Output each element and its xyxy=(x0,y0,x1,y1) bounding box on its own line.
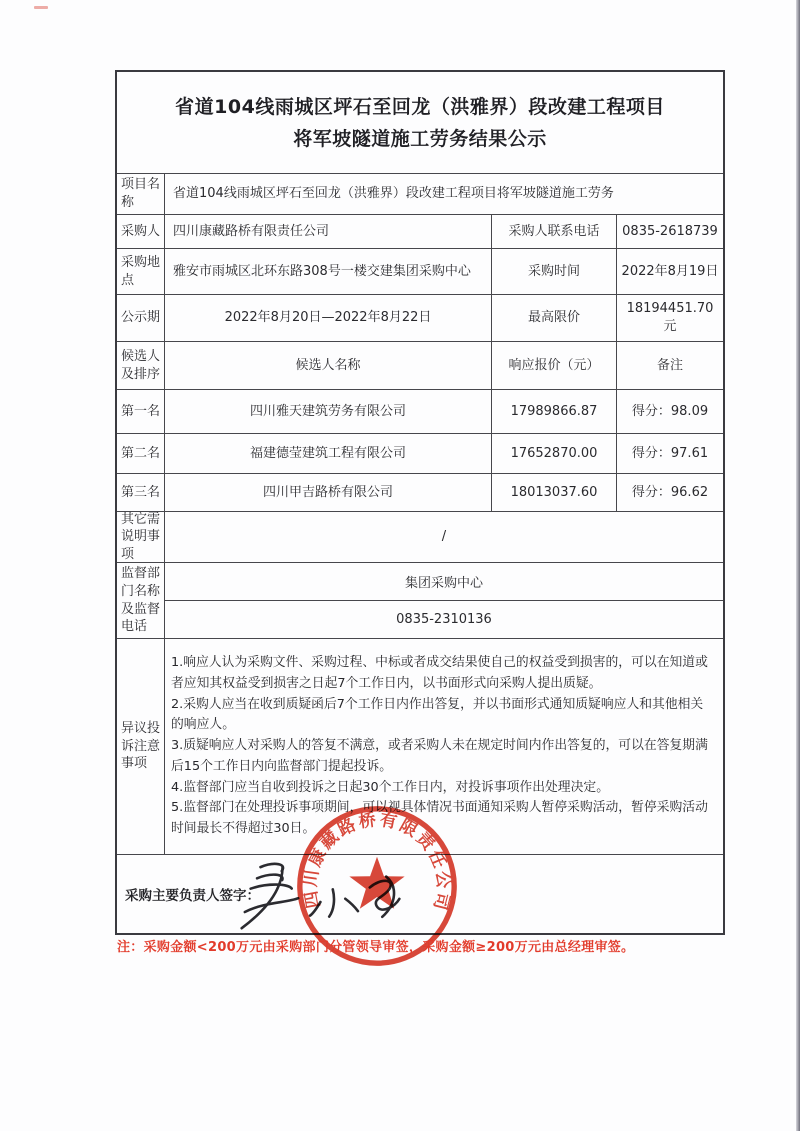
purchase-time-label: 采购时间 xyxy=(492,249,617,294)
row-other-notes xyxy=(117,512,723,563)
other-notes-value: / xyxy=(441,529,447,545)
complaint-item-3: 3.质疑响应人对采购人的答复不满意，或者采购人未在规定时间内作出答复的，可以在答复期满后15个工作日内向监督部门提起投诉。 xyxy=(171,738,708,774)
row-location xyxy=(117,249,723,295)
purchaser-value: 四川康藏路桥有限责任公司 xyxy=(165,215,492,248)
location-label: 采购地点 xyxy=(117,249,165,294)
rank-3: 第三名 xyxy=(117,474,165,511)
purchaser-phone-value: 0835-2618739 xyxy=(622,223,718,239)
candidate-3-bid: 18013037.60 xyxy=(492,474,617,511)
project-name-value: 省道104线雨城区坪石至回龙（洪雅界）段改建工程项目将军坡隧道施工劳务 xyxy=(173,186,614,202)
complaint-item-4: 4.监督部门应当自收到投诉之日起30个工作日内，对投诉事项作出处理决定。 xyxy=(171,779,609,795)
max-price-label: 最高限价 xyxy=(492,295,617,341)
supervision-label: 监督部门名称及监督电话 xyxy=(117,563,165,638)
candidate-name-header: 候选人名称 xyxy=(165,342,492,389)
project-name-label: 项目名称 xyxy=(117,174,165,214)
signature-label: 采购主要负责人签字： xyxy=(125,887,260,904)
table-row-candidate-1 xyxy=(117,390,723,434)
document-title xyxy=(117,72,723,173)
max-price-value: 18194451.70元 xyxy=(626,301,714,334)
purchase-time-value: 2022年8月19日 xyxy=(621,263,719,279)
complaint-item-2: 2.采购人应当在收到质疑函后7个工作日内作出答复，并以书面形式通知质疑响应人和其他相关的响应人。 xyxy=(171,696,704,733)
seal-star-icon xyxy=(349,857,404,909)
scan-red-artifact xyxy=(34,6,48,9)
complaint-item-5: 5.监督部门在处理投诉事项期间，可以视具体情况书面通知采购人暂停采购活动，暂停采购活动时间最长不得超过30日。 xyxy=(171,800,708,837)
candidate-1-remark: 得分：98.09 xyxy=(631,403,709,419)
purchaser-phone-label: 采购人联系电话 xyxy=(492,215,617,248)
row-candidates-header xyxy=(117,342,723,390)
complaint-item-1: 1.响应人认为采购文件、采购过程、中标或者成交结果使自己的权益受到损害的，可以在知道或者应知其权益受到损害之日起7个工作日内，以书面形式向采购人提出质疑。 xyxy=(171,655,708,691)
title-row xyxy=(117,72,723,174)
supervision-values xyxy=(165,563,723,638)
supervision-dept: 集团采购中心 xyxy=(165,563,723,601)
candidates-label: 候选人及排序 xyxy=(117,342,165,389)
row-project-name xyxy=(117,174,723,215)
table-row-candidate-3 xyxy=(117,474,723,512)
rank-1: 第一名 xyxy=(117,390,165,433)
remark-header: 备注 xyxy=(656,357,683,373)
location-value: 雅安市雨城区北环东路308号一楼交建集团采购中心 xyxy=(165,249,492,294)
complaint-label: 异议投诉注意事项 xyxy=(117,639,165,854)
candidate-2-remark: 得分：97.61 xyxy=(631,445,709,461)
publicity-value: 2022年8月20日—2022年8月22日 xyxy=(165,295,492,341)
candidate-2-name: 福建德莹建筑工程有限公司 xyxy=(165,434,492,473)
candidate-3-remark: 得分：96.62 xyxy=(631,484,709,500)
candidate-3-name: 四川甲吉路桥有限公司 xyxy=(165,474,492,511)
title-line-1: 省道104线雨城区坪石至回龙（洪雅界）段改建工程项目 xyxy=(175,95,665,118)
other-notes-label: 其它需说明事项 xyxy=(117,512,165,562)
rank-2: 第二名 xyxy=(117,434,165,473)
candidate-1-bid: 17989866.87 xyxy=(492,390,617,433)
seal-company-text: 四川康藏路桥有限责任公司 xyxy=(300,809,454,915)
footnote-note: 注：采购金额<200万元由采购部门分管领导审签，采购金额≥200万元由总经理审签。 xyxy=(117,940,635,955)
row-supervision xyxy=(117,563,723,639)
title-line-2: 将军坡隧道施工劳务结果公示 xyxy=(293,127,547,150)
supervision-phone: 0835-2310136 xyxy=(396,612,492,627)
publicity-label: 公示期 xyxy=(117,295,165,341)
bid-header: 响应报价（元） xyxy=(492,342,617,389)
candidate-1-name: 四川雅天建筑劳务有限公司 xyxy=(165,390,492,433)
scan-page-edge xyxy=(796,0,800,1131)
table-row-candidate-2 xyxy=(117,434,723,474)
purchaser-label: 采购人 xyxy=(117,215,165,248)
row-publicity-period xyxy=(117,295,723,342)
row-purchaser xyxy=(117,215,723,249)
candidate-2-bid: 17652870.00 xyxy=(492,434,617,473)
